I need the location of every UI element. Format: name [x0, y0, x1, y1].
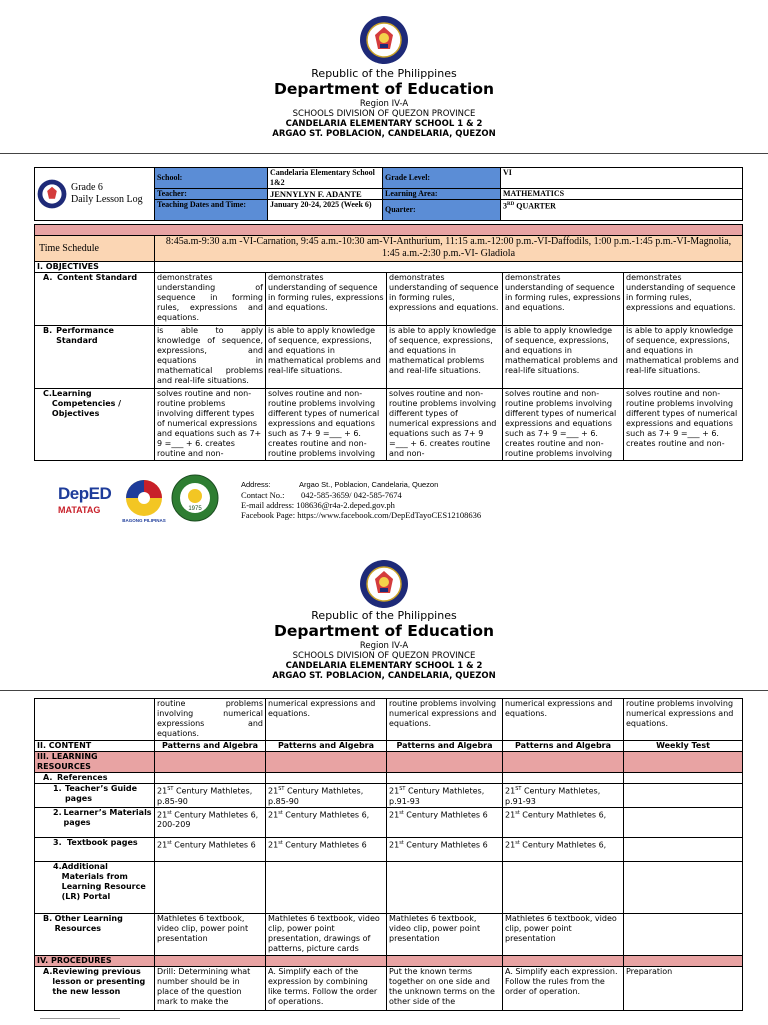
republic-text-page2: Republic of the Philippines	[311, 609, 457, 622]
content-cell: Patterns and Algebra	[155, 741, 266, 752]
grade-level-label: Grade Level:	[383, 168, 501, 189]
content-heading: II. CONTENT	[35, 741, 155, 752]
content-standard-cell: demonstrates understanding of sequence in forming rules, expressions and equations.	[624, 273, 743, 326]
dll-title-cell	[35, 168, 155, 221]
objectives-table	[34, 224, 743, 461]
lesson-table-page2	[34, 698, 743, 1011]
header-divider-page2	[0, 690, 768, 691]
facebook-link[interactable]: https://www.facebook.com/DepEdTayoCES12108636	[297, 510, 482, 520]
other-resources-label: B. Other Learning Resources	[35, 913, 155, 955]
competencies-cell: solves routine and non-routine problems involving different types of numerical expressions and equations such as 7+ 9 =___ + 6. creates routine and non-	[387, 389, 503, 461]
contact-value: 042-585-3659/ 042-585-7674	[301, 490, 402, 500]
performance-standard-cell: is able to apply knowledge of sequence, expressions, and equations in mathematical problems and real-life situations.	[503, 326, 624, 389]
quarter-label: Quarter:	[383, 200, 501, 221]
performance-standard-label: B. Performance Standard	[35, 326, 155, 389]
school-seal-year: 1975	[188, 506, 202, 512]
learners-materials-cell	[624, 807, 743, 837]
continuation-cell: routine problems involving numerical expressions and equations.	[387, 699, 503, 741]
deped-matatag-logo	[58, 484, 111, 515]
division-text: SCHOOLS DIVISION OF QUEZON PROVINCE	[292, 109, 476, 119]
dates-value: January 20-24, 2025 (Week 6)	[268, 200, 383, 221]
reviewing-cell: Preparation	[624, 966, 743, 1010]
school-label: School:	[155, 168, 268, 189]
matatag-wordmark: MATATAG	[58, 505, 101, 515]
teachers-guide-cell	[624, 784, 743, 808]
competencies-cell: solves routine and non-routine problems involving different types of numerical expressions and equations such as 7+ 9 =___ + 6. creates routine and non-routine problems involving	[266, 389, 387, 461]
learners-materials-label: 2. Learner’s Materials pages	[35, 807, 155, 837]
other-resources-cell	[624, 913, 743, 955]
textbook-cell: 21st Century Mathletes 6	[387, 837, 503, 861]
spacer-row	[35, 225, 743, 236]
teachers-guide-cell: 21ST Century Mathletes, p.85-90	[155, 784, 266, 808]
textbook-cell: 21st Century Mathletes 6	[266, 837, 387, 861]
address-value: Argao St., Poblacion, Candelaria, Quezon	[299, 480, 439, 489]
performance-standard-cell: is able to apply knowledge of sequence, expressions, and equations in mathematical problems and real-life situations.	[266, 326, 387, 389]
deped-seal-logo	[359, 15, 409, 65]
reviewing-cell: A. Simplify each of the expression by combining like terms. Follow the order of operations.	[266, 966, 387, 1010]
content-cell: Patterns and Algebra	[266, 741, 387, 752]
content-standard-cell: demonstrates understanding of sequence in forming rules, expressions and equations.	[155, 273, 266, 326]
learners-materials-cell: 21st Century Mathletes 6,	[503, 807, 624, 837]
other-resources-cell: Mathletes 6 textbook, video clip, power point presentation	[155, 913, 266, 955]
learners-materials-cell: 21st Century Mathletes 6	[387, 807, 503, 837]
content-standard-cell: demonstrates understanding of sequence in forming rules, expressions and equations.	[503, 273, 624, 326]
reviewing-label: A. Reviewing previous lesson or presenting the new lesson	[35, 966, 155, 1010]
performance-standard-cell: is able to apply knowledge of sequence, expressions, and equations in mathematical problems and real-life situations.	[387, 326, 503, 389]
email-value[interactable]: 108636@r4a-2.deped.gov.ph	[296, 500, 395, 510]
content-cell: Patterns and Algebra	[503, 741, 624, 752]
dates-label: Teaching Dates and Time:	[155, 200, 268, 221]
reviewing-cell: Drill: Determining what number should be in place of the question mark to make the	[155, 966, 266, 1010]
objectives-heading: I. OBJECTIVES	[35, 262, 155, 273]
continuation-cell: routine problems involving numerical expressions and equations.	[624, 699, 743, 741]
performance-standard-cell: is able to apply knowledge of sequence, expressions, and equations in mathematical problems and real-life situations.	[155, 326, 266, 389]
deped-wordmark: DepED	[58, 484, 112, 503]
school-address-page2: ARGAO ST. POBLACION, CANDELARIA, QUEZON	[272, 671, 496, 681]
contact-label: Contact No.:	[241, 490, 285, 500]
textbook-label: 3. Textbook pages	[35, 837, 155, 861]
other-resources-cell: Mathletes 6 textbook, video clip, power point presentation	[387, 913, 503, 955]
learning-area-label: Learning Area:	[383, 189, 501, 200]
info-table	[34, 167, 743, 221]
deped-small-seal-logo	[37, 179, 67, 209]
grade-title: Grade 6	[71, 182, 103, 193]
textbook-cell: 21st Century Mathletes 6	[155, 837, 266, 861]
reviewing-cell: A. Simplify each expression. Follow the rules from the order of operation.	[503, 966, 624, 1010]
continuation-cell: routine problems involving numerical expressions and equations.	[155, 699, 266, 741]
republic-text: Republic of the Philippines	[311, 67, 457, 80]
competencies-label: C. Learning Competencies / Objectives	[35, 389, 155, 461]
contact-block	[241, 480, 481, 520]
deped-seal-logo-page2	[359, 559, 409, 609]
teacher-label: Teacher:	[155, 189, 268, 200]
time-schedule-value: 8:45a.m-9:30 a.m -VI-Carnation, 9:45 a.m.-10:30 am-VI-Anthurium, 11:15 a.m.-12:00 p.m.-VI-Daffodils, 1:00 p.m.-1:45 p.m.-VI-Magnolia, 1:45 a.m.-2:30 p.m.-VI- Gladiola	[155, 236, 743, 262]
textbook-cell: 21st Century Mathletes 6,	[503, 837, 624, 861]
teacher-value: JENNYLYN F. ADANTE	[268, 189, 383, 200]
content-standard-label: A. Content Standard	[35, 273, 155, 326]
reviewing-cell: Put the known terms together on one side and the unknown terms on the other side of the	[387, 966, 503, 1010]
content-standard-cell: demonstrates understanding of sequence in forming rules, expressions and equations.	[266, 273, 387, 326]
additional-materials-label: 4. Additional Materials from Learning Resource (LR) Portal	[35, 861, 155, 913]
references-label: A. References	[35, 773, 155, 784]
header-divider	[0, 153, 768, 154]
continuation-cell: numerical expressions and equations.	[266, 699, 387, 741]
learners-materials-cell: 21st Century Mathletes 6,	[266, 807, 387, 837]
learners-materials-cell: 21st Century Mathletes 6, 200-209	[155, 807, 266, 837]
email-label: E-mail address:	[241, 500, 295, 510]
dll-title: Daily Lesson Log	[71, 194, 143, 205]
competencies-cell: solves routine and non-routine problems involving different types of numerical expressions and equations such as 7+ 9 =___ + 6. creates routine and non-routine problems involving	[503, 389, 624, 461]
teachers-guide-cell: 21ST Century Mathletes, p.85-90	[266, 784, 387, 808]
content-cell: Patterns and Algebra	[387, 741, 503, 752]
facebook-label: Facebook Page:	[241, 510, 296, 520]
teachers-guide-cell: 21ST Century Mathletes, p.91-93	[503, 784, 624, 808]
content-cell: Weekly Test	[624, 741, 743, 752]
region-text: Region IV-A	[359, 99, 409, 109]
other-resources-cell: Mathletes 6 textbook, video clip, power point presentation	[503, 913, 624, 955]
learning-resources-heading: III. LEARNING RESOURCES	[35, 752, 155, 773]
division-text-page2: SCHOOLS DIVISION OF QUEZON PROVINCE	[292, 651, 476, 661]
bagong-pilipinas-text: BAGONG PILIPINAS	[122, 518, 166, 523]
time-schedule-label: Time Schedule	[35, 236, 155, 262]
department-title-page2: Department of Education	[273, 622, 495, 640]
school-address: ARGAO ST. POBLACION, CANDELARIA, QUEZON	[272, 129, 496, 139]
department-title: Department of Education	[273, 80, 495, 98]
learning-area-value: MATHEMATICS	[501, 189, 743, 200]
teachers-guide-label: 1. Teacher’s Guide pages	[35, 784, 155, 808]
competencies-cell: solves routine and non-routine problems involving different types of numerical expressions and equations such as 7+ 9 =___ + 6. creates routine and non-	[155, 389, 266, 461]
school-value: Candelaria Elementary School 1&2	[268, 168, 383, 189]
region-text-page2: Region IV-A	[359, 641, 409, 651]
school-name: CANDELARIA ELEMENTARY SCHOOL 1 & 2	[285, 119, 483, 129]
teachers-guide-cell: 21ST Century Mathletes, p.91-93	[387, 784, 503, 808]
school-seal-logo	[171, 474, 219, 522]
other-resources-cell: Mathletes 6 textbook, video clip, power point presentation, drawings of patterns, picture cards	[266, 913, 387, 955]
textbook-cell	[624, 837, 743, 861]
school-name-page2: CANDELARIA ELEMENTARY SCHOOL 1 & 2	[285, 661, 483, 671]
continuation-cell: numerical expressions and equations.	[503, 699, 624, 741]
performance-standard-cell: is able to apply knowledge of sequence, expressions, and equations in mathematical problems and real-life situations.	[624, 326, 743, 389]
grade-level-value: VI	[501, 168, 743, 189]
quarter-value: 3RD QUARTER	[501, 200, 743, 221]
address-label: Address:	[241, 480, 271, 489]
procedures-heading: IV. PROCEDURES	[35, 955, 155, 966]
competencies-cell: solves routine and non-routine problems involving different types of numerical expressions and equations such as 7+ 9 =___ + 6. creates routine and non-	[624, 389, 743, 461]
content-standard-cell: demonstrates understanding of sequence in forming rules, expressions and equations.	[387, 273, 503, 326]
